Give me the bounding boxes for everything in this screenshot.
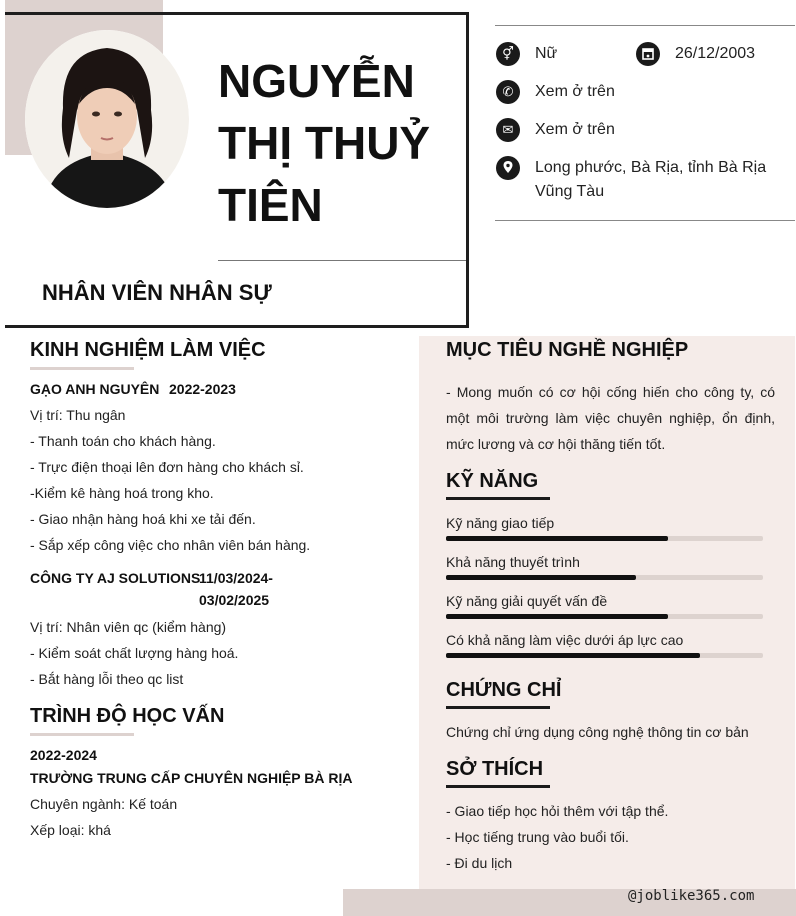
hobbies-list <box>446 798 776 876</box>
avatar-photo <box>25 30 189 208</box>
objective-text: - Mong muốn có cơ hội cống hiến cho công ty, có một môi trường làm việc chuyên nghiệp, ổn định, mức lương và cơ hội thăng tiến tốt. <box>446 384 775 452</box>
full-name <box>218 50 458 236</box>
job-detail-line: - Thanh toán cho khách hàng. <box>30 433 216 449</box>
skill-bar <box>446 536 763 541</box>
skills-title-underline <box>446 497 550 500</box>
education-title-underline <box>30 733 134 736</box>
phone-icon: ✆ <box>496 80 520 104</box>
job-detail-line: - Bắt hàng lỗi theo qc list <box>30 671 184 687</box>
contact-top-divider <box>495 25 795 26</box>
job-period-line: 11/03/2024- <box>199 570 273 586</box>
hobby-item: - Học tiếng trung vào buổi tối. <box>446 829 629 845</box>
job-title: NHÂN VIÊN NHÂN SỰ <box>42 280 272 305</box>
skill-bar-fill <box>446 653 700 658</box>
certificates-title: CHỨNG CHỈ <box>446 679 562 701</box>
contact-email[interactable]: Xem ở trên <box>535 121 615 138</box>
experience-title: KINH NGHIỆM LÀM VIỆC <box>30 339 266 361</box>
hobby-item: - Giao tiếp học hỏi thêm với tập thể. <box>446 803 669 819</box>
watermark: @joblike365.com <box>628 888 755 904</box>
job-company: CÔNG TY AJ SOLUTIONS <box>30 570 201 586</box>
job-period: 2022-2023 <box>169 381 236 397</box>
education-period: 2022-2024 <box>30 747 97 763</box>
skill-bar-fill <box>446 575 636 580</box>
job-detail-line: - Giao nhận hàng hoá khi xe tải đến. <box>30 511 256 527</box>
name-line: NGUYỄN <box>218 55 415 107</box>
certificates-title-underline <box>446 706 550 709</box>
contact-bottom-divider <box>495 220 795 221</box>
location-pin-icon <box>496 156 520 180</box>
education-title: TRÌNH ĐỘ HỌC VẤN <box>30 705 225 727</box>
job-details <box>30 614 390 692</box>
job-period-line: 03/02/2025 <box>199 592 270 608</box>
job-details <box>30 402 390 558</box>
job-detail-line: Vị trí: Thu ngân <box>30 407 126 423</box>
skills-title: KỸ NĂNG <box>446 470 539 492</box>
job-period <box>199 567 273 611</box>
hobbies-title-underline <box>446 785 550 788</box>
skill-label: Khả năng thuyết trình <box>446 554 580 570</box>
objective-title: MỤC TIÊU NGHỀ NGHIỆP <box>446 339 689 361</box>
contact-phone[interactable]: Xem ở trên <box>535 83 615 100</box>
job-detail-line: Vị trí: Nhân viên qc (kiểm hàng) <box>30 619 227 635</box>
job-company: GẠO ANH NGUYÊN <box>30 381 160 397</box>
certificate-item: Chứng chỉ ứng dụng công nghệ thông tin cơ bản <box>446 724 749 740</box>
contact-address <box>535 156 785 204</box>
education-major: Chuyên ngành: Kế toán <box>30 796 178 812</box>
job-detail-line: - Sắp xếp công việc cho nhân viên bán hàng. <box>30 537 311 553</box>
skill-label: Có khả năng làm việc dưới áp lực cao <box>446 632 684 648</box>
address-line: Long phước, Bà Rịa, tỉnh Bà Rịa <box>535 159 767 176</box>
job-detail-line: - Kiểm soát chất lượng hàng hoá. <box>30 645 239 661</box>
hobby-item: - Đi du lịch <box>446 855 513 871</box>
education-grade: Xếp loại: khá <box>30 822 111 838</box>
skill-bar <box>446 653 763 658</box>
hobbies-title: SỞ THÍCH <box>446 758 544 780</box>
job-detail-line: - Trực điện thoại lên đơn hàng cho khách sỉ. <box>30 459 304 475</box>
name-line: TIÊN <box>218 179 323 231</box>
envelope-icon: ✉ <box>496 118 520 142</box>
name-line: THỊ THUỶ <box>218 117 431 169</box>
contact-gender: Nữ <box>535 45 558 62</box>
skill-label: Kỹ năng giải quyết vấn đề <box>446 593 608 609</box>
address-line: Vũng Tàu <box>535 183 605 200</box>
avatar <box>25 30 189 208</box>
calendar-icon <box>636 42 660 66</box>
name-divider <box>218 260 466 261</box>
skill-bar-fill <box>446 536 668 541</box>
education-details <box>30 791 390 843</box>
contact-birthdate: 26/12/2003 <box>675 45 756 62</box>
experience-title-underline <box>30 367 134 370</box>
skill-bar-fill <box>446 614 668 619</box>
skill-bar <box>446 575 763 580</box>
job-detail-line: -Kiểm kê hàng hoá trong kho. <box>30 485 214 501</box>
education-school: TRƯỜNG TRUNG CẤP CHUYÊN NGHIỆP BÀ RỊA <box>30 770 353 786</box>
skill-bar <box>446 614 763 619</box>
skill-label: Kỹ năng giao tiếp <box>446 515 555 531</box>
gender-icon: ⚥ <box>496 42 520 66</box>
